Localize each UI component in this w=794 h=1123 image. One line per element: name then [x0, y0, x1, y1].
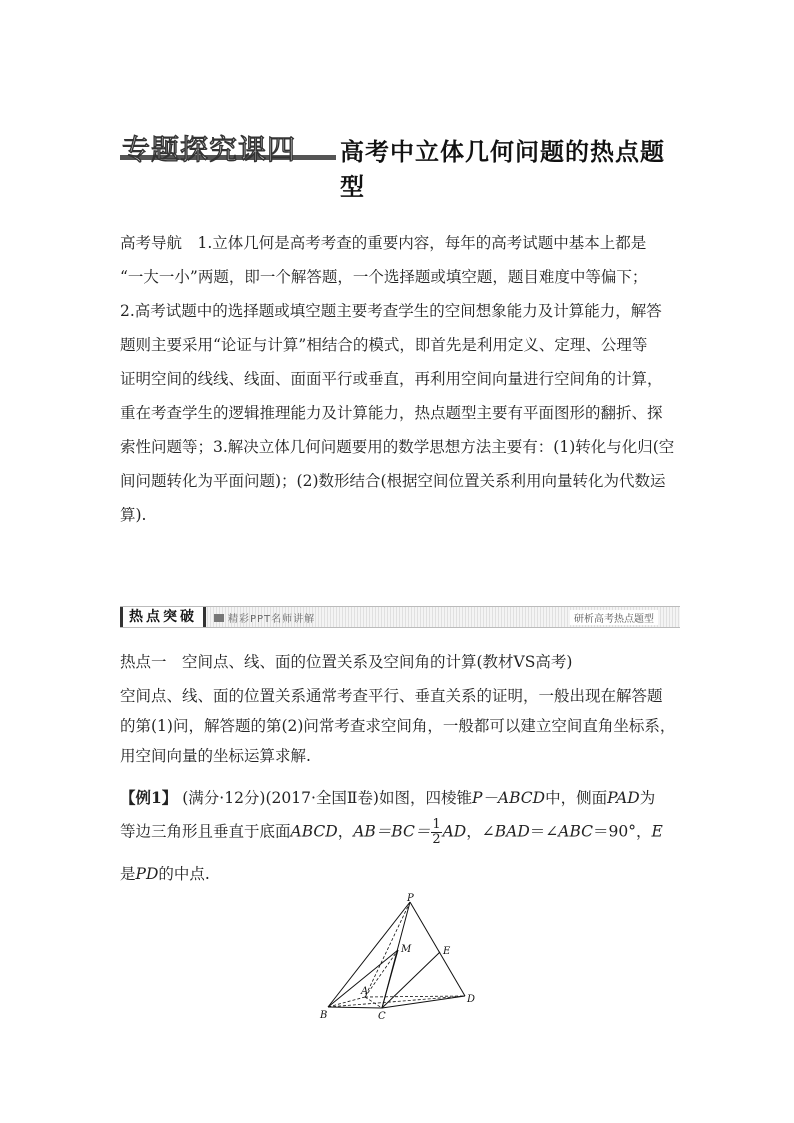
math-var: ABC — [558, 822, 593, 841]
example-line-2 — [120, 818, 663, 847]
segment-MC — [382, 950, 398, 1008]
label-A: A — [361, 986, 369, 997]
example-line-3 — [120, 862, 210, 884]
edge-BC — [328, 1007, 382, 1008]
math-var: ABCD — [290, 822, 338, 841]
title-series: 专题探究课四 — [122, 133, 297, 166]
intro-line: 间问题转化为平面问题)；(2)数形结合(根据空间位置关系利用向量转化为代数运 — [120, 472, 666, 490]
pyramid-figure — [310, 892, 490, 1022]
intro-line: 索性问题等；3.解决立体几何问题要用的数学思想方法主要有：(1)转化与化归(空 — [120, 438, 675, 456]
math-var: PAD — [607, 789, 640, 807]
example-text: ＝∠ — [529, 822, 559, 841]
intro-paragraph — [120, 226, 680, 532]
label-E: E — [443, 946, 451, 957]
hotspot-line: 空间点、线、面的位置关系通常考查平行、垂直关系的证明，一般出现在解答题 — [120, 687, 663, 705]
section-label: 热点突破 — [120, 607, 206, 627]
segment-AM — [365, 950, 398, 997]
math-var: PD — [135, 865, 159, 883]
label-C: C — [378, 1011, 386, 1022]
fraction-denominator: 2 — [432, 832, 441, 847]
math-var: E — [651, 822, 663, 841]
fraction-half — [431, 818, 441, 847]
intro-line: 重在考查学生的逻辑推理能力及计算能力，热点题型主要有平面图形的翻折、探 — [120, 404, 663, 422]
math-var: P－ABCD — [471, 789, 546, 807]
edge-PD — [410, 902, 465, 996]
intro-line: 证明空间的线线、线面、面面平行或垂直，再利用空间向量进行空间角的计算， — [120, 370, 663, 388]
segment-BM — [328, 950, 398, 1007]
hotspot-line: 用空间向量的坐标运算求解. — [120, 747, 311, 765]
math-var: BAD — [494, 822, 530, 841]
example-text: 中，侧面 — [545, 789, 608, 807]
example-line-1 — [120, 786, 655, 808]
label-P: P — [407, 893, 414, 904]
ppt-icon — [214, 614, 224, 622]
intro-line: 2.高考试题中的选择题或填空题主要考查学生的空间想象能力及计算能力，解答 — [120, 302, 662, 320]
section-sub-text: 精彩PPT名师讲解 — [228, 614, 316, 625]
label-M: M — [401, 944, 412, 955]
title-main: 高考中立体几何问题的热点题型 — [336, 132, 680, 202]
section-right: 研析高考热点题型 — [570, 610, 658, 625]
example-text: (满分·12分)(2017·全国Ⅱ卷)如图，四棱锥 — [182, 789, 472, 807]
example-text: 的中点. — [158, 865, 210, 883]
section-subtitle — [214, 610, 315, 625]
section-banner — [120, 606, 680, 628]
example-tag: 【例1】 — [120, 788, 178, 807]
intro-line: 高考导航 1.立体几何是高考考查的重要内容，每年的高考试题中基本上都是 — [120, 234, 647, 252]
example-text: ＝90°， — [592, 822, 652, 841]
label-D: D — [467, 994, 476, 1005]
hotspot-line: 的第(1)问，解答题的第(2)问常考查求空间角，一般都可以建立空间直角坐标系， — [120, 717, 676, 735]
hotspot-heading: 热点一 空间点、线、面的位置关系及空间角的计算(教材VS高考) — [120, 653, 573, 671]
intro-line: 题则主要采用“论证与计算”相结合的模式，即首先是利用定义、定理、公理等 — [120, 336, 648, 354]
example-text: 是 — [120, 865, 136, 883]
page-title — [120, 128, 680, 201]
example-text: ，∠ — [466, 822, 495, 841]
math-var: AB＝BC＝ — [353, 822, 431, 841]
label-B: B — [320, 1010, 328, 1021]
fraction-numerator: 1 — [432, 817, 441, 832]
math-var: AD — [442, 822, 467, 841]
edge-CE — [382, 952, 440, 1008]
intro-line: 算). — [120, 506, 147, 524]
intro-line: “一大一小”两题，即一个解答题，一个选择题或填空题，题目难度中等偏下； — [120, 268, 648, 286]
example-text: 为 — [639, 789, 656, 807]
example-text: ， — [337, 822, 354, 841]
example-text: 等边三角形且垂直于底面 — [120, 822, 291, 841]
